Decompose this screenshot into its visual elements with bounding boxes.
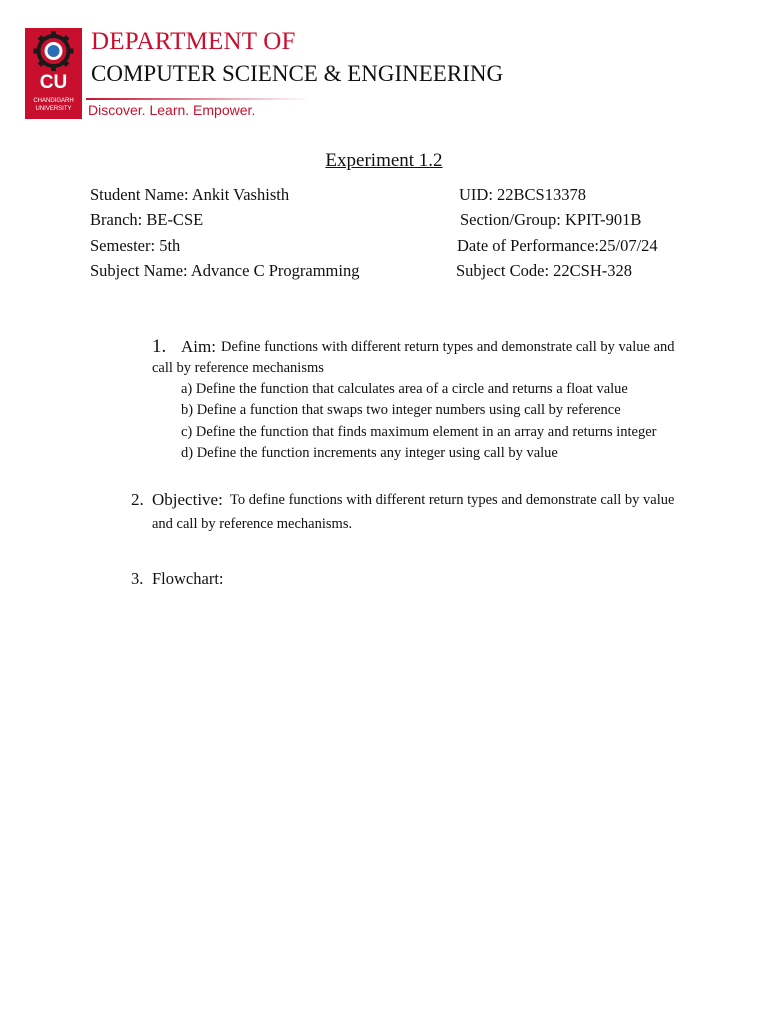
university-logo [25, 28, 82, 119]
date-of-performance: Date of Performance:25/07/24 [457, 236, 658, 255]
aim-text-line2: call by reference mechanisms [152, 360, 324, 376]
semester: Semester: 5th [90, 236, 181, 255]
uid: UID: 22BCS13378 [459, 185, 586, 204]
tagline: Discover. Learn. Empower. [88, 102, 256, 118]
branch: Branch: BE-CSE [90, 210, 204, 229]
logo-text: CU [39, 72, 68, 93]
department-title-line2: COMPUTER SCIENCE & ENGINEERING [91, 61, 504, 86]
section-group: Section/Group: KPIT-901B [460, 210, 642, 229]
objective-label: Objective: [152, 490, 223, 509]
flowchart-label: Flowchart: [152, 569, 224, 588]
objective-number: 2. [131, 490, 144, 509]
tagline-divider [86, 98, 311, 100]
flowchart-number: 3. [131, 569, 144, 588]
aim-label: Aim: [181, 337, 216, 356]
aim-item-c: c) Define the function that finds maximum element in an array and returns integer [181, 424, 657, 440]
department-title-line1: DEPARTMENT OF [91, 28, 296, 55]
subject-name: Subject Name: Advance C Programming [90, 261, 360, 280]
aim-item-a: a) Define the function that calculates area of a circle and returns a float value [181, 381, 628, 397]
experiment-title: Experiment 1.2 [325, 150, 443, 171]
aim-item-b: b) Define a function that swaps two integer numbers using call by reference [181, 402, 621, 418]
aim-number: 1. [152, 336, 167, 357]
aim-item-d: d) Define the function increments any integer using call by value [181, 445, 558, 461]
objective-text-line1: To define functions with different return types and demonstrate call by value [230, 492, 675, 508]
logo-subtext-1: CHANDIGARH [33, 98, 74, 104]
logo-subtext-2: UNIVERSITY [35, 106, 72, 112]
aim-text-line1: Define functions with different return types and demonstrate call by value and [221, 339, 675, 355]
subject-code: Subject Code: 22CSH-328 [456, 261, 632, 280]
student-name: Student Name: Ankit Vashisth [90, 185, 290, 204]
objective-text-line2: and call by reference mechanisms. [152, 516, 353, 532]
